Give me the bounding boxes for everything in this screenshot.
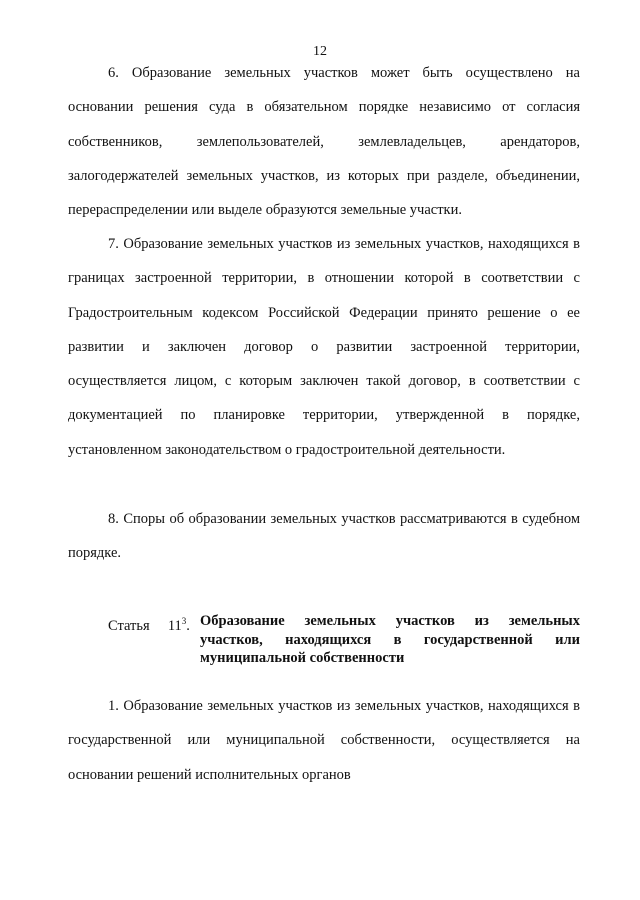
paragraph-6: 6. Образование земельных участков может быть осуществлено на основании решения суда в обязательном порядке независимо от согласия собственников, землепользователей, землевладельцев, арендаторов, залогодержателей земельных участков, из которых при разделе, объединении, перераспределении или выделе образуются земельные участки. (68, 65, 580, 219)
article-label-suffix: . (186, 618, 190, 634)
paragraph-8: 8. Споры об образовании земельных участков рассматриваются в судебном порядке. (68, 511, 580, 562)
article-label-superscript: 3 (181, 616, 187, 626)
paragraph-7: 7. Образование земельных участков из земельных участков, находящихся в границах застроенной территории, в отношении которой в соответствии с Градостроительным кодексом Российской Федерации принято решение о ее развитии и заключен договор о развитии застроенной территории, осуществляется лицом, с которым заключен такой договор, в соответствии с документацией по планировке территории, утвержденной в порядке, установленном законодательством о градостроительной деятельности. (68, 236, 580, 458)
article-label (108, 612, 190, 636)
article-label-number: 11 (167, 618, 182, 634)
article-title (200, 612, 580, 668)
page-number: 12 (313, 44, 327, 59)
article-title-line-2: муниципальной собственности (200, 650, 405, 666)
article-paragraph-1: 1. Образование земельных участков из земельных участков, находящихся в государственной или муниципальной собственности, осуществляется на основании решений исполнительных органов (68, 698, 580, 783)
article-label-prefix: Статья (108, 618, 150, 634)
article-title-line-1: Образование земельных участков из земельных участков, находящихся в государственной или (200, 613, 580, 648)
